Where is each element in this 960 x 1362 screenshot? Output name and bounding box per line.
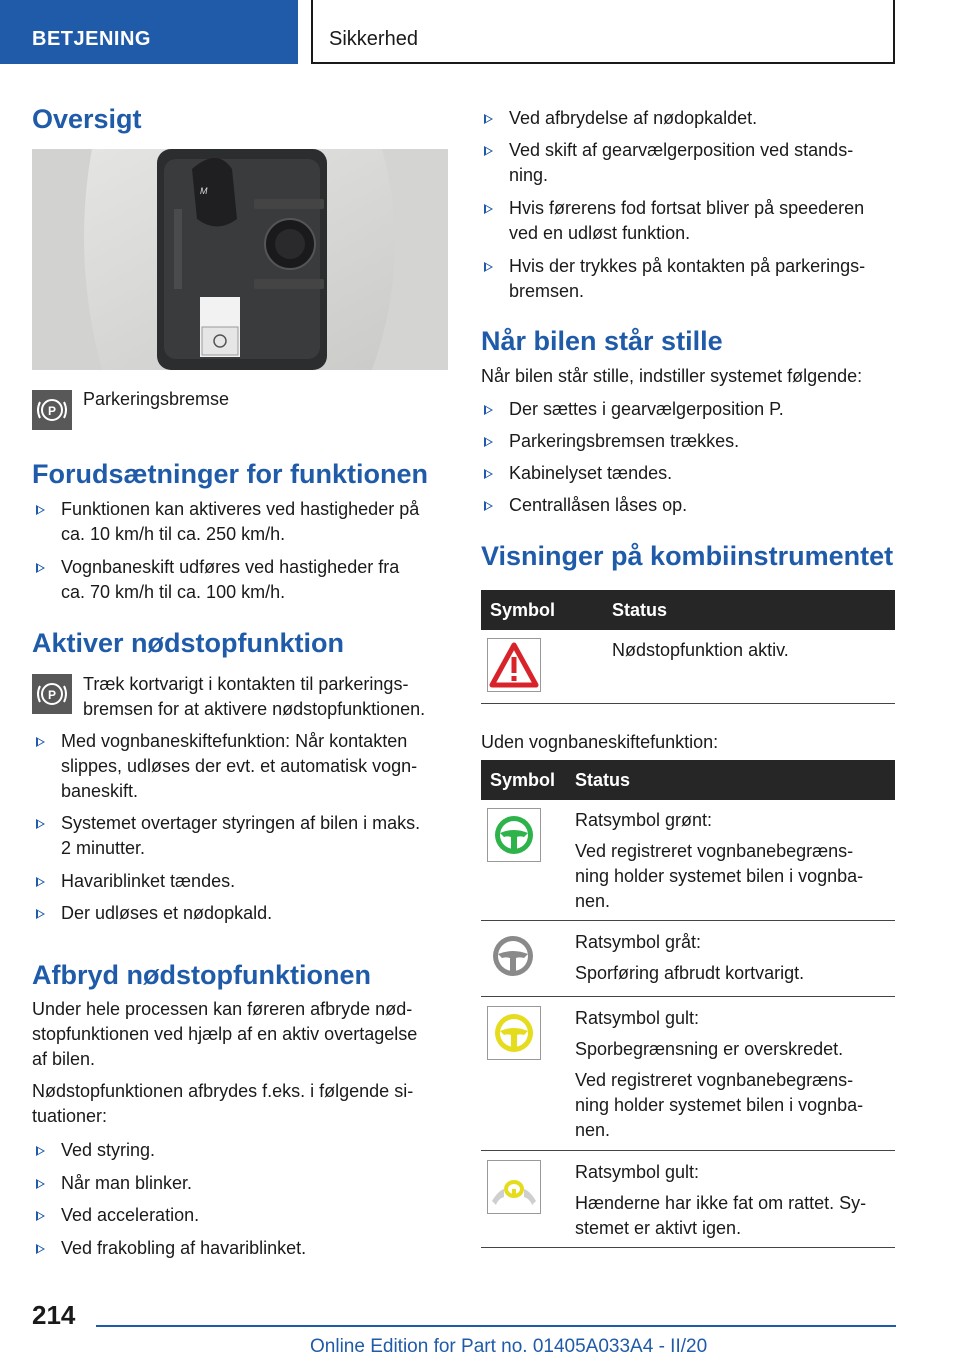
bullet-icon bbox=[36, 909, 45, 919]
col-symbol: Symbol bbox=[490, 600, 556, 620]
table-row-status: Ratsymbol gult: Sporbegrænsning er overskredet. Ved registreret vognbanebegræns- ning holder systemet bilen i vognba- nen. bbox=[575, 1008, 864, 1140]
table-header bbox=[481, 760, 895, 800]
bullet-icon bbox=[36, 1146, 45, 1156]
parking-brake-icon bbox=[32, 390, 72, 430]
bullet-icon bbox=[484, 204, 493, 214]
list-item: Ved acceleration. bbox=[61, 1205, 200, 1225]
bullet-icon bbox=[484, 262, 493, 272]
center-console-photo bbox=[32, 149, 448, 370]
page-number: 214 bbox=[32, 1300, 76, 1330]
list-item: Hvis førerens fod fortsat bliver på speederen ved en udløst funktion. bbox=[509, 198, 865, 243]
heading-oversigt: Oversigt bbox=[32, 104, 142, 134]
aktiver-text: Træk kortvarigt i kontakten til parkerings- bremsen for at aktivere nødstopfunktionen. bbox=[83, 674, 426, 719]
steering-wheel-grey-icon bbox=[487, 930, 541, 984]
bullet-icon bbox=[484, 501, 493, 511]
svg-text:P: P bbox=[47, 404, 57, 418]
col-status: Status bbox=[575, 770, 631, 790]
bullet-icon bbox=[484, 437, 493, 447]
table-rule bbox=[481, 996, 895, 997]
footer-divider bbox=[96, 1325, 896, 1327]
heading-forudsaetninger: Forudsætninger for funktionen bbox=[32, 459, 428, 489]
table-header bbox=[481, 590, 895, 630]
col-symbol: Symbol bbox=[490, 770, 556, 790]
list-item: Ved frakobling af havariblinket. bbox=[61, 1238, 307, 1258]
bullet-icon bbox=[36, 563, 45, 573]
col-status: Status bbox=[612, 600, 668, 620]
steering-wheel-green-icon bbox=[487, 808, 541, 862]
bullet-icon bbox=[484, 114, 493, 124]
list-item: Ved skift af gearvælgerposition ved stands- ning. bbox=[509, 140, 854, 185]
afbryd-text-2: Nødstopfunktionen afbrydes f.eks. i følgende si- tuationer: bbox=[32, 1081, 414, 1126]
table-rule bbox=[481, 1150, 895, 1151]
bullet-icon bbox=[36, 1244, 45, 1254]
table-row-status: Ratsymbol grønt: Ved registreret vognbanebegræns- ning holder systemet bilen i vognba- nen. bbox=[575, 810, 864, 911]
list-item: Systemet overtager styringen af bilen i maks. 2 minutter. bbox=[61, 813, 421, 858]
list-item: Havariblinket tændes. bbox=[61, 871, 236, 891]
bullet-icon bbox=[36, 505, 45, 515]
bullet-icon bbox=[36, 1211, 45, 1221]
afbryd-text: Under hele processen kan føreren afbryde nød- stopfunktionen ved hjælp af en aktiv overtagelse af bilen. bbox=[32, 999, 418, 1069]
edition-link[interactable]: Online Edition for Part no. 01405A033A4 - II/20 bbox=[310, 1336, 708, 1357]
table-rule bbox=[481, 703, 895, 704]
section-label: BETJENING bbox=[32, 28, 151, 50]
bullet-icon bbox=[484, 469, 493, 479]
table-rule bbox=[481, 1247, 895, 1248]
bullet-icon bbox=[36, 819, 45, 829]
table-rule bbox=[481, 920, 895, 921]
chapter-tab bbox=[311, 0, 895, 64]
list-item: Der sættes i gearvælgerposition P. bbox=[509, 399, 784, 419]
section-tab bbox=[0, 0, 298, 64]
parking-brake-icon bbox=[32, 674, 72, 714]
list-item: Når man blinker. bbox=[61, 1173, 193, 1193]
staar-text: Når bilen står stille, indstiller systemet følgende: bbox=[481, 366, 863, 386]
list-item: Centrallåsen låses op. bbox=[509, 495, 688, 515]
heading-visninger: Visninger på kombiinstrumentet bbox=[481, 541, 894, 571]
heading-afbryd: Afbryd nødstopfunktionen bbox=[32, 960, 371, 990]
bullet-icon bbox=[36, 1179, 45, 1189]
list-item: Ved afbrydelse af nødopkaldet. bbox=[509, 108, 758, 128]
table-row-status: Nødstopfunktion aktiv. bbox=[612, 640, 789, 660]
list-item: Parkeringsbremsen trækkes. bbox=[509, 431, 740, 451]
bullet-icon bbox=[36, 877, 45, 887]
list-item: Funktionen kan aktiveres ved hastigheder på ca. 10 km/h til ca. 250 km/h. bbox=[61, 499, 420, 544]
svg-text:M: M bbox=[200, 186, 208, 196]
list-item: Kabinelyset tændes. bbox=[509, 463, 673, 483]
svg-text:P: P bbox=[47, 688, 57, 702]
bullet-icon bbox=[36, 737, 45, 747]
table-row-status: Ratsymbol gult: Hænderne har ikke fat om rattet. Sy- stemet er aktivt igen. bbox=[575, 1162, 867, 1238]
steering-wheel-yellow-icon bbox=[487, 1006, 541, 1060]
bullet-icon bbox=[484, 146, 493, 156]
warning-triangle-icon bbox=[487, 638, 541, 692]
heading-aktiver: Aktiver nødstopfunktion bbox=[32, 628, 344, 658]
bullet-icon bbox=[484, 405, 493, 415]
photo-caption: Parkeringsbremse bbox=[83, 389, 230, 409]
hands-on-wheel-yellow-icon bbox=[487, 1160, 541, 1214]
list-item: Med vognbaneskiftefunktion: Når kontakten slippes, udløses der evt. et automatisk vogn- baneskift. bbox=[61, 731, 418, 801]
heading-staar-stille: Når bilen står stille bbox=[481, 326, 723, 356]
list-item: Der udløses et nødopkald. bbox=[61, 903, 273, 923]
list-item: Vognbaneskift udføres ved hastigheder fra ca. 70 km/h til ca. 100 km/h. bbox=[61, 557, 400, 602]
table-row-status: Ratsymbol gråt: Sporføring afbrudt kortvarigt. bbox=[575, 932, 805, 983]
chapter-label: Sikkerhed bbox=[329, 28, 418, 50]
list-item: Ved styring. bbox=[61, 1140, 156, 1160]
list-item: Hvis der trykkes på kontakten på parkerings- bremsen. bbox=[509, 256, 866, 301]
uden-label: Uden vognbaneskiftefunktion: bbox=[481, 732, 719, 752]
